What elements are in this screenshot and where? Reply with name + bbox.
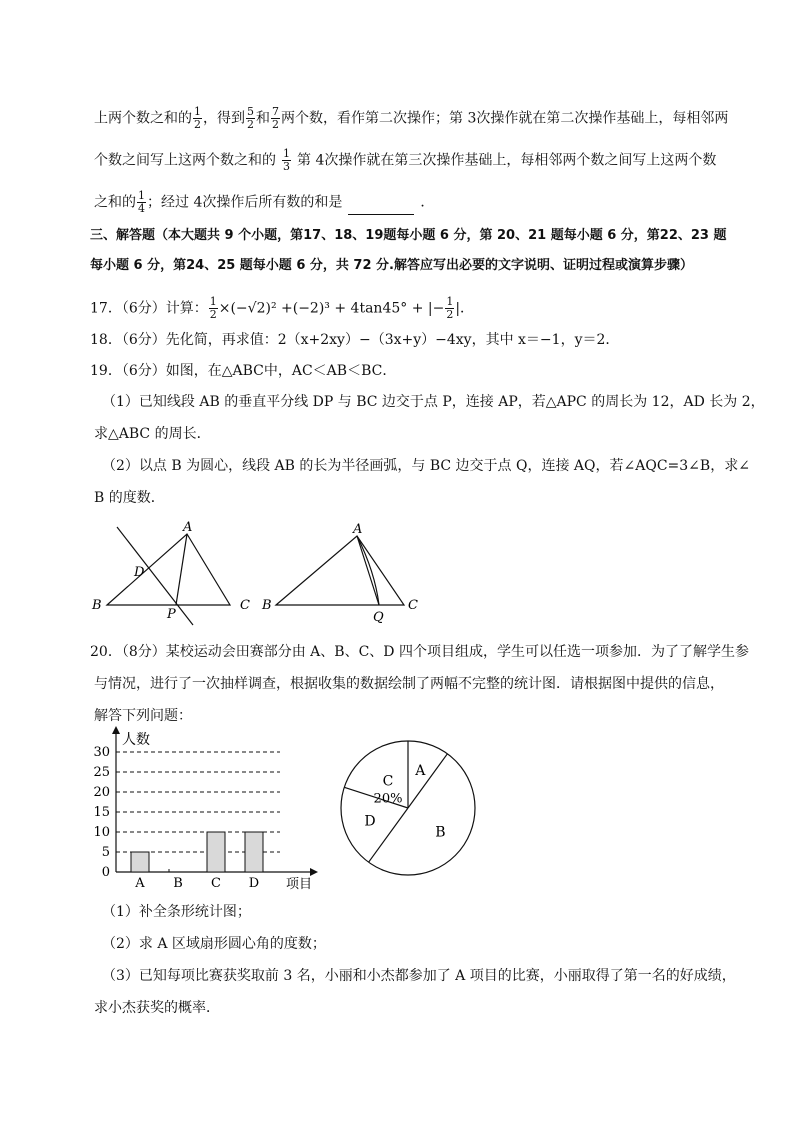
section-header-line-2: 每小题 6 分，第24、25 题每小题 6 分，共 72 分.解答应写出必要的文字说明、证明过程或演算步骤）	[90, 258, 693, 273]
bar-C	[207, 832, 225, 872]
y-axis-arrow	[112, 726, 120, 734]
y-tick-label: 15	[93, 805, 110, 820]
label-Q: Q	[373, 610, 384, 625]
question-19-part1-line2: 求△ABC 的周长．	[94, 426, 211, 442]
label-C: C	[408, 598, 418, 613]
label-D: D	[134, 565, 145, 580]
fraction-5-2: $\frac{5}{2}$	[247, 105, 254, 131]
y-tick-label: 20	[93, 785, 110, 800]
answer-blank[interactable]	[348, 200, 414, 215]
pie-label-B: B	[435, 824, 446, 841]
label-B: B	[262, 598, 272, 613]
fraction-third: $\frac{1}{3}$	[283, 147, 290, 173]
fraction-half: $\frac{1}{2}$	[194, 105, 201, 131]
x-tick-label: A	[135, 876, 145, 891]
intro-line-2	[94, 148, 716, 173]
y-tick-label: 25	[93, 765, 110, 780]
math-expression: ×(−√2)² +(−2)³ + 4tan45° + |−	[218, 300, 445, 317]
fraction-7-2: $\frac{7}{2}$	[272, 105, 279, 131]
question-19-part2-line1: （2）以点 B 为圆心，线段 AB 的长为半径画弧，与 BC 边交于点 Q，连接 AQ，若∠AQC=3∠B，求∠	[102, 458, 750, 474]
y-tick-label: 10	[93, 825, 110, 840]
question-17	[90, 296, 474, 321]
y-tick-label: 0	[101, 865, 110, 880]
bar-D	[245, 832, 263, 872]
question-19-part1-line1: （1）已知线段 AB 的垂直平分线 DP 与 BC 边交于点 P，连接 AP，若△APC 的周长为 12，AD 长为 2，	[102, 394, 765, 410]
intro-line-1	[94, 106, 728, 131]
label-A: A	[183, 520, 193, 535]
question-20-line2: 与情况，进行了一次抽样调查，根据收集的数据绘制了两幅不完整的统计图．请根据图中提供的信息，	[94, 676, 724, 692]
question-18: 18．（6分）先化简，再求值：2（x+2xy）−（3x+y）−4xy，其中 x＝−1，y＝2．	[90, 332, 620, 348]
pie-label-D: D	[364, 813, 376, 830]
text: ．	[420, 194, 435, 211]
text: 之和的	[94, 194, 136, 211]
fraction-quarter: $\frac{1}{4}$	[138, 189, 145, 215]
label-C: C	[240, 598, 250, 613]
y-axis-label: 人数	[122, 732, 150, 748]
pie-label-A: A	[415, 762, 426, 779]
bar-A	[131, 852, 149, 872]
fraction: $\frac{1}{2}$	[446, 295, 454, 321]
fraction: $\frac{1}{2}$	[209, 295, 217, 321]
question-20-sub3-line2: 求小杰获奖的概率．	[94, 1000, 220, 1016]
question-20-line1: 20．（8分）某校运动会田赛部分由 A、B、C、D 四个项目组成，学生可以任选一项参加．为了了解学生参	[90, 644, 749, 660]
pie-label-C: C	[382, 773, 394, 790]
question-20-line3: 解答下列问题：	[94, 708, 192, 724]
text: 和	[256, 110, 270, 127]
text: 上两个数之和的	[94, 110, 192, 127]
section-header-line-1: 三、解答题（本大题共 9 个小题，第17、18、19题每小题 6 分，第 20、21 题每小题 6 分，第22、23 题	[90, 228, 727, 243]
x-axis-label: 项目	[286, 877, 313, 892]
text: 个数之间写上这两个数之和的	[94, 152, 276, 169]
label-P: P	[167, 607, 176, 622]
pie-chart	[336, 736, 506, 886]
label-B: B	[92, 598, 102, 613]
question-20-sub2: （2）求 A 区域扇形圆心角的度数；	[102, 936, 326, 952]
text: ；经过 4次操作后所有数的和是	[147, 194, 343, 211]
pie-annotation-C: 20%	[373, 791, 403, 807]
text: |．	[455, 300, 475, 317]
question-label: 17．（6分）计算：	[90, 300, 208, 317]
question-19-stem: 19．（6分）如图，在△ABC中，AC＜AB＜BC．	[90, 363, 397, 379]
q19-figures	[0, 512, 794, 632]
figure-2-triangle	[276, 536, 404, 605]
y-tick-label: 30	[93, 745, 110, 760]
bar-chart	[90, 726, 320, 894]
x-tick-label: C	[211, 876, 221, 891]
question-20-sub1: （1）补全条形统计图；	[102, 904, 251, 920]
label-A: A	[353, 522, 363, 537]
y-tick-label: 5	[101, 845, 110, 860]
text: ，得到	[203, 110, 245, 127]
x-tick-label: D	[248, 876, 260, 891]
x-axis-arrow	[310, 868, 318, 876]
pie-slice-edge	[408, 754, 447, 808]
text: 两个数，看作第二次操作；第 3次操作就在第二次操作基础上，每相邻两	[281, 110, 729, 127]
text: 第 4次操作就在第三次操作基础上，每相邻两个数之间写上这两个数	[297, 152, 717, 169]
question-20-sub3-line1: （3）已知每项比赛获奖取前 3 名，小丽和小杰都参加了 A 项目的比赛，小丽取得了第一名的好成绩，	[102, 968, 736, 984]
question-19-part2-line2: B 的度数．	[94, 490, 165, 506]
intro-line-3	[94, 190, 434, 215]
x-tick-label: B	[173, 876, 183, 891]
